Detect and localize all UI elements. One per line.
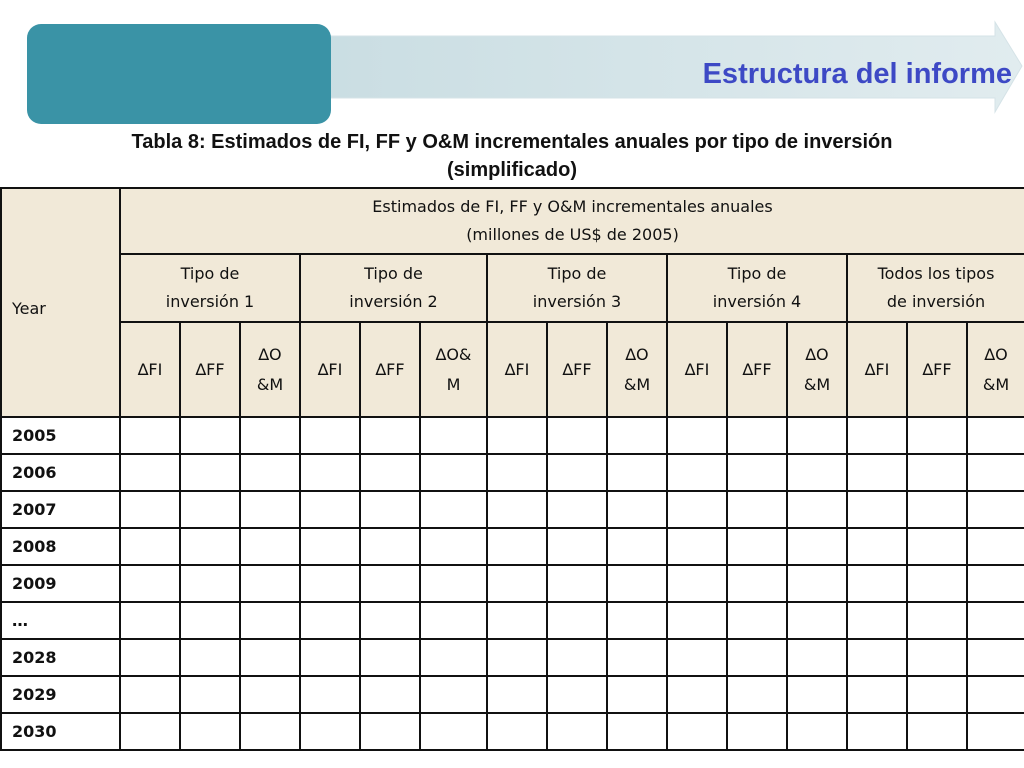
year-cell: 2006 [1, 454, 120, 491]
data-cell [547, 528, 607, 565]
data-cell [547, 602, 607, 639]
table-row [1, 639, 1024, 676]
teal-header-box [27, 24, 331, 124]
data-cell [487, 491, 547, 528]
metric-header: ∆O &M [607, 322, 667, 417]
header-banner [0, 0, 1024, 130]
data-cell [727, 565, 787, 602]
data-cell [180, 676, 240, 713]
data-cell [667, 713, 727, 750]
data-cell [967, 676, 1024, 713]
metric-header: ∆FF [727, 322, 787, 417]
data-cell [420, 676, 487, 713]
data-cell [240, 639, 300, 676]
data-cell [180, 417, 240, 454]
metric-header: ∆O &M [967, 322, 1024, 417]
year-cell: 2030 [1, 713, 120, 750]
data-cell [847, 713, 907, 750]
data-cell [547, 565, 607, 602]
data-cell [667, 676, 727, 713]
data-cell [360, 713, 420, 750]
data-cell [120, 491, 180, 528]
data-cell [847, 454, 907, 491]
year-cell: 2008 [1, 528, 120, 565]
data-cell [120, 639, 180, 676]
data-cell [240, 713, 300, 750]
metric-header: ∆FI [667, 322, 727, 417]
data-cell [607, 676, 667, 713]
table-row [1, 454, 1024, 491]
data-cell [667, 565, 727, 602]
data-cell [420, 639, 487, 676]
data-cell [787, 565, 847, 602]
data-cell [487, 676, 547, 713]
data-cell [240, 454, 300, 491]
table-row [1, 491, 1024, 528]
data-cell [547, 676, 607, 713]
estimates-table [0, 187, 1024, 751]
data-cell [240, 602, 300, 639]
data-cell [487, 528, 547, 565]
data-cell [547, 639, 607, 676]
data-cell [360, 602, 420, 639]
data-cell [487, 454, 547, 491]
year-cell: 2029 [1, 676, 120, 713]
table-row [1, 676, 1024, 713]
data-cell [907, 528, 967, 565]
data-cell [607, 713, 667, 750]
metric-header: ∆FF [360, 322, 420, 417]
data-cell [420, 565, 487, 602]
data-cell [180, 528, 240, 565]
caption-line-1: Tabla 8: Estimados de FI, FF y O&M incrementales anuales por tipo de inversión [131, 131, 893, 153]
caption-line-2: (simplificado) [446, 159, 577, 181]
data-cell [300, 417, 360, 454]
data-cell [240, 565, 300, 602]
year-cell: 2028 [1, 639, 120, 676]
data-cell [847, 602, 907, 639]
data-cell [420, 491, 487, 528]
data-cell [487, 602, 547, 639]
data-cell [727, 454, 787, 491]
data-cell [300, 639, 360, 676]
data-cell [847, 676, 907, 713]
data-cell [907, 454, 967, 491]
metric-header: ∆FF [907, 322, 967, 417]
data-cell [120, 676, 180, 713]
data-cell [607, 602, 667, 639]
data-cell [967, 565, 1024, 602]
year-cell: … [1, 602, 120, 639]
data-cell [607, 565, 667, 602]
data-cell [787, 676, 847, 713]
metric-header: ∆O &M [240, 322, 300, 417]
data-cell [180, 454, 240, 491]
data-cell [967, 602, 1024, 639]
data-cell [667, 602, 727, 639]
year-rows [1, 417, 1024, 750]
data-cell [967, 454, 1024, 491]
data-cell [787, 602, 847, 639]
data-cell [727, 528, 787, 565]
data-cell [727, 713, 787, 750]
table-row [1, 713, 1024, 750]
data-cell [547, 454, 607, 491]
data-cell [360, 454, 420, 491]
data-cell [787, 713, 847, 750]
data-cell [847, 528, 907, 565]
year-cell: 2007 [1, 491, 120, 528]
data-cell [120, 713, 180, 750]
data-cell [967, 639, 1024, 676]
data-cell [727, 417, 787, 454]
data-cell [360, 491, 420, 528]
data-cell [180, 639, 240, 676]
data-cell [360, 676, 420, 713]
data-cell [847, 565, 907, 602]
data-cell [180, 565, 240, 602]
data-cell [420, 602, 487, 639]
data-cell [547, 491, 607, 528]
investment-type-4: Tipo de inversión 4 [667, 254, 847, 322]
data-cell [967, 491, 1024, 528]
data-cell [907, 713, 967, 750]
metric-header-row [1, 322, 1024, 417]
metric-header: ∆O &M [787, 322, 847, 417]
investment-type-all: Todos los tipos de inversión [847, 254, 1024, 322]
data-cell [907, 639, 967, 676]
group-header: Estimados de FI, FF y O&M incrementales anuales (millones de US$ de 2005) [120, 188, 1024, 254]
data-cell [300, 528, 360, 565]
data-cell [727, 676, 787, 713]
data-cell [607, 417, 667, 454]
data-cell [120, 565, 180, 602]
data-cell [667, 454, 727, 491]
data-cell [300, 676, 360, 713]
data-cell [487, 565, 547, 602]
data-cell [420, 454, 487, 491]
data-cell [667, 491, 727, 528]
data-cell [787, 528, 847, 565]
data-cell [907, 602, 967, 639]
data-cell [487, 713, 547, 750]
data-cell [727, 602, 787, 639]
data-cell [300, 491, 360, 528]
data-cell [787, 639, 847, 676]
data-cell [787, 491, 847, 528]
data-cell [907, 565, 967, 602]
metric-header: ∆O& M [420, 322, 487, 417]
table-row [1, 417, 1024, 454]
data-cell [967, 528, 1024, 565]
data-cell [547, 417, 607, 454]
data-cell [967, 417, 1024, 454]
data-cell [667, 639, 727, 676]
data-cell [907, 491, 967, 528]
data-cell [240, 676, 300, 713]
table-row [1, 565, 1024, 602]
data-cell [300, 454, 360, 491]
year-header: Year [1, 188, 120, 417]
data-cell [967, 713, 1024, 750]
data-cell [727, 491, 787, 528]
metric-header: ∆FF [180, 322, 240, 417]
metric-header: ∆FI [120, 322, 180, 417]
data-cell [607, 454, 667, 491]
metric-header: ∆FI [847, 322, 907, 417]
table-row [1, 602, 1024, 639]
data-cell [240, 417, 300, 454]
data-cell [360, 639, 420, 676]
data-cell [667, 417, 727, 454]
data-cell [787, 417, 847, 454]
table-row [1, 528, 1024, 565]
data-cell [180, 713, 240, 750]
year-cell: 2005 [1, 417, 120, 454]
data-cell [847, 417, 907, 454]
data-cell [667, 528, 727, 565]
table-caption [0, 128, 1024, 184]
data-cell [360, 528, 420, 565]
data-cell [907, 417, 967, 454]
data-cell [360, 417, 420, 454]
metric-header: ∆FI [300, 322, 360, 417]
data-cell [847, 491, 907, 528]
data-cell [727, 639, 787, 676]
data-cell [360, 565, 420, 602]
data-cell [120, 454, 180, 491]
data-cell [547, 713, 607, 750]
investment-type-2: Tipo de inversión 2 [300, 254, 487, 322]
data-cell [180, 491, 240, 528]
data-cell [300, 713, 360, 750]
data-cell [787, 454, 847, 491]
data-cell [847, 639, 907, 676]
data-cell [300, 565, 360, 602]
data-cell [420, 417, 487, 454]
data-cell [120, 602, 180, 639]
data-cell [420, 528, 487, 565]
data-cell [180, 602, 240, 639]
data-cell [240, 491, 300, 528]
data-cell [607, 639, 667, 676]
data-cell [120, 528, 180, 565]
data-cell [420, 713, 487, 750]
data-cell [607, 491, 667, 528]
data-cell [607, 528, 667, 565]
metric-header: ∆FF [547, 322, 607, 417]
data-cell [487, 639, 547, 676]
data-cell [240, 528, 300, 565]
year-cell: 2009 [1, 565, 120, 602]
page-title: Estructura del informe [702, 58, 1012, 90]
data-cell [487, 417, 547, 454]
data-cell [300, 602, 360, 639]
metric-header: ∆FI [487, 322, 547, 417]
data-cell [120, 417, 180, 454]
investment-type-3: Tipo de inversión 3 [487, 254, 667, 322]
data-cell [907, 676, 967, 713]
investment-type-1: Tipo de inversión 1 [120, 254, 300, 322]
